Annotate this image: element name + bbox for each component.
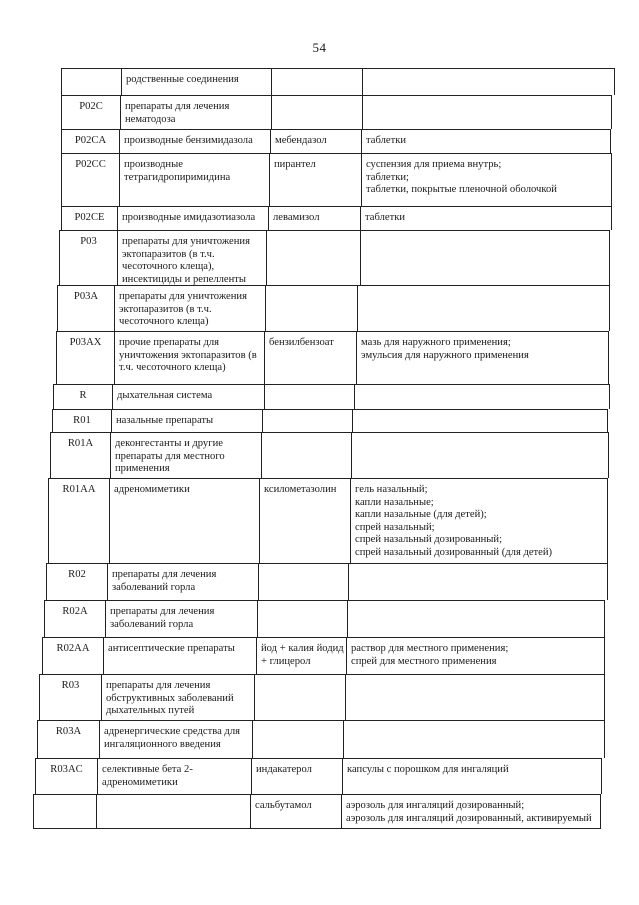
table-row: [0, 563, 639, 600]
cell-text-line: спрей назальный дозированный;: [355, 534, 503, 546]
dosage-form-cell: [351, 432, 609, 478]
atc-code-cell: R03A: [37, 720, 99, 758]
table-row: [0, 230, 639, 285]
substance-cell: [262, 409, 352, 432]
group-name-cell: [117, 206, 268, 230]
dosage-form-cell: [345, 674, 605, 720]
cell-text-line: йод + калия йодид: [261, 643, 344, 654]
cell-text-line: мазь для наружного применения;: [361, 337, 511, 348]
cell-text-line: капли назальные;: [355, 496, 434, 508]
atc-code-cell: R01AA: [48, 478, 109, 563]
cell-text-line: адренергические средства для: [104, 726, 240, 737]
atc-code-cell: P03AX: [56, 331, 114, 384]
group-name-cell: [112, 384, 264, 409]
cell-text-line: таблетки: [365, 212, 406, 223]
substance-cell: [261, 432, 351, 478]
group-name-cell: [121, 68, 271, 95]
atc-code-cell: R01: [52, 409, 111, 432]
atc-code-cell: P03A: [57, 285, 114, 331]
cell-text-line: индакатерол: [256, 764, 312, 775]
dosage-form-cell: [362, 68, 615, 95]
group-name-cell: [114, 285, 265, 331]
substance-cell: [264, 331, 356, 384]
group-name-cell: [109, 478, 259, 563]
group-name-cell: [120, 95, 271, 129]
atc-code-cell: R03AC: [35, 758, 97, 794]
atc-code-cell: [33, 794, 96, 829]
dosage-form-cell: [356, 331, 609, 384]
cell-text-line: таблетки;: [366, 171, 409, 183]
cell-text-line: препараты для уничтожения: [119, 291, 247, 302]
cell-text-line: капсулы с порошком для ингаляций: [347, 764, 509, 775]
substance-cell: [270, 129, 361, 153]
table-row: [0, 129, 639, 153]
dosage-form-cell: [352, 409, 608, 432]
dosage-form-cell: [362, 95, 612, 129]
table-row: [0, 432, 639, 478]
group-name-cell: [99, 720, 252, 758]
cell-text-line: производные бензимидазола: [124, 135, 253, 146]
dosage-form-cell: [361, 153, 612, 206]
cell-text-line: т.ч. чесоточного клеща): [119, 362, 226, 374]
substance-cell: [269, 153, 361, 206]
table-row: [0, 285, 639, 331]
group-name-cell: [107, 563, 258, 600]
cell-text-line: применения: [115, 463, 170, 475]
dosage-form-cell: [348, 563, 608, 600]
cell-text-line: таблетки, покрытые пленочной оболочкой: [366, 184, 557, 196]
substance-cell: [268, 206, 360, 230]
group-name-cell: [96, 794, 250, 829]
group-name-cell: [105, 600, 257, 637]
atc-code-cell: P02CC: [61, 153, 119, 206]
dosage-form-cell: [360, 206, 612, 230]
cell-text-line: адреномиметики: [114, 484, 190, 495]
atc-code-cell: [61, 68, 121, 95]
atc-code-cell: R02: [46, 563, 107, 600]
cell-text-line: таблетки: [366, 135, 407, 146]
cell-text-line: пирантел: [274, 159, 316, 170]
cell-text-line: заболеваний горла: [110, 618, 194, 630]
dosage-form-cell: [361, 129, 611, 153]
table-row: [0, 637, 639, 674]
cell-text-line: суспензия для приема внутрь;: [366, 159, 502, 170]
cell-text-line: ингаляционного введения: [104, 738, 221, 750]
table-row: [0, 794, 639, 829]
cell-text-line: ксилометазолин: [264, 484, 337, 495]
table-row: [0, 409, 639, 432]
dosage-form-cell: [350, 478, 608, 563]
cell-text-line: дыхательная система: [117, 390, 213, 401]
group-name-cell: [103, 637, 256, 674]
group-name-cell: [119, 129, 270, 153]
cell-text-line: мебендазол: [275, 135, 327, 146]
substance-cell: [265, 285, 357, 331]
atc-code-cell: R01A: [50, 432, 110, 478]
cell-text-line: чесоточного клеща): [119, 316, 209, 328]
atc-code-cell: R03: [39, 674, 101, 720]
group-name-cell: [114, 331, 264, 384]
dosage-form-cell: [342, 758, 602, 794]
substance-cell: [271, 68, 362, 95]
table-row: [0, 674, 639, 720]
substance-cell: [254, 674, 345, 720]
group-name-cell: [111, 409, 262, 432]
dosage-form-cell: [354, 384, 610, 409]
cell-text-line: препараты для местного: [115, 450, 225, 462]
cell-text-line: препараты для лечения: [112, 569, 217, 580]
dosage-form-cell: [341, 794, 601, 829]
substance-cell: [259, 478, 350, 563]
cell-text-line: препараты для лечения: [110, 606, 215, 617]
table-row: [0, 478, 639, 563]
dosage-form-cell: [357, 285, 610, 331]
table-row: [0, 153, 639, 206]
cell-text-line: гель назальный;: [355, 484, 428, 495]
group-name-cell: [110, 432, 261, 478]
cell-text-line: левамизол: [273, 212, 320, 223]
substance-cell: [251, 758, 342, 794]
atc-code-cell: P02C: [61, 95, 120, 129]
table-row: [0, 68, 639, 95]
table-row: [0, 331, 639, 384]
atc-code-cell: P02CA: [61, 129, 119, 153]
cell-text-line: назальные препараты: [116, 415, 214, 426]
cell-text-line: спрей назальный дозированный (для детей): [355, 546, 553, 558]
cell-text-line: спрей назальный;: [355, 521, 435, 533]
cell-text-line: производные: [124, 159, 183, 170]
cell-text-line: нематодоза: [125, 113, 176, 125]
cell-text-line: эктопаразитов (в т.ч.: [119, 303, 212, 315]
atc-code-cell: R02A: [44, 600, 105, 637]
cell-text-line: эмульсия для наружного применения: [361, 349, 529, 361]
table-row: [0, 206, 639, 230]
substance-cell: [256, 637, 346, 674]
dosage-form-cell: [343, 720, 605, 758]
atc-code-cell: P02CE: [61, 206, 117, 230]
cell-text-line: капли назальные (для детей);: [355, 509, 487, 521]
substance-cell: [250, 794, 341, 829]
cell-text-line: эктопаразитов (в т.ч.: [122, 248, 215, 260]
cell-text-line: сальбутамол: [255, 800, 312, 811]
dosage-form-cell: [347, 600, 605, 637]
cell-text-line: селективные бета 2-: [102, 764, 193, 775]
cell-text-line: аэрозоль для ингаляций дозированный;: [346, 800, 525, 811]
substance-cell: [258, 563, 348, 600]
cell-text-line: спрей для местного применения: [351, 655, 497, 667]
substance-cell: [257, 600, 347, 637]
atc-code-cell: R: [53, 384, 112, 409]
atc-code-cell: R02AA: [42, 637, 103, 674]
cell-text-line: тетрагидропиримидина: [124, 171, 231, 183]
group-name-cell: [117, 230, 266, 285]
cell-text-line: прочие препараты для: [119, 337, 220, 348]
cell-text-line: + глицерол: [261, 655, 311, 667]
substance-cell: [252, 720, 343, 758]
cell-text-line: препараты для уничтожения: [122, 236, 250, 247]
table-row: [0, 600, 639, 637]
substance-cell: [271, 95, 362, 129]
group-name-cell: [119, 153, 269, 206]
table-row: [0, 95, 639, 129]
table-row: [0, 758, 639, 794]
cell-text-line: препараты для лечения: [106, 680, 211, 691]
cell-text-line: уничтожения эктопаразитов (в: [119, 349, 257, 361]
cell-text-line: родственные соединения: [126, 74, 239, 85]
cell-text-line: обструктивных заболеваний: [106, 692, 234, 704]
cell-text-line: аэрозоль для ингаляций дозированный, активируемый: [346, 812, 592, 824]
cell-text-line: адреномиметики: [102, 776, 178, 788]
group-name-cell: [101, 674, 254, 720]
cell-text-line: антисептические препараты: [108, 643, 235, 654]
cell-text-line: бензилбензоат: [269, 337, 334, 348]
page-number: 54: [312, 40, 327, 55]
cell-text-line: производные имидазотиазола: [122, 212, 256, 223]
cell-text-line: раствор для местного применения;: [351, 643, 509, 654]
atc-code-cell: P03: [59, 230, 117, 285]
table-row: [0, 384, 639, 409]
cell-text-line: инсектициды и репелленты: [122, 273, 247, 285]
group-name-cell: [97, 758, 251, 794]
substance-cell: [264, 384, 354, 409]
cell-text-line: препараты для лечения: [125, 101, 230, 112]
substance-cell: [266, 230, 360, 285]
cell-text-line: чесоточного клеща),: [122, 261, 215, 273]
dosage-form-cell: [360, 230, 610, 285]
dosage-form-cell: [346, 637, 605, 674]
table-row: [0, 720, 639, 758]
cell-text-line: дыхательных путей: [106, 705, 195, 717]
cell-text-line: деконгестанты и другие: [115, 438, 223, 449]
cell-text-line: заболеваний горла: [112, 581, 196, 593]
